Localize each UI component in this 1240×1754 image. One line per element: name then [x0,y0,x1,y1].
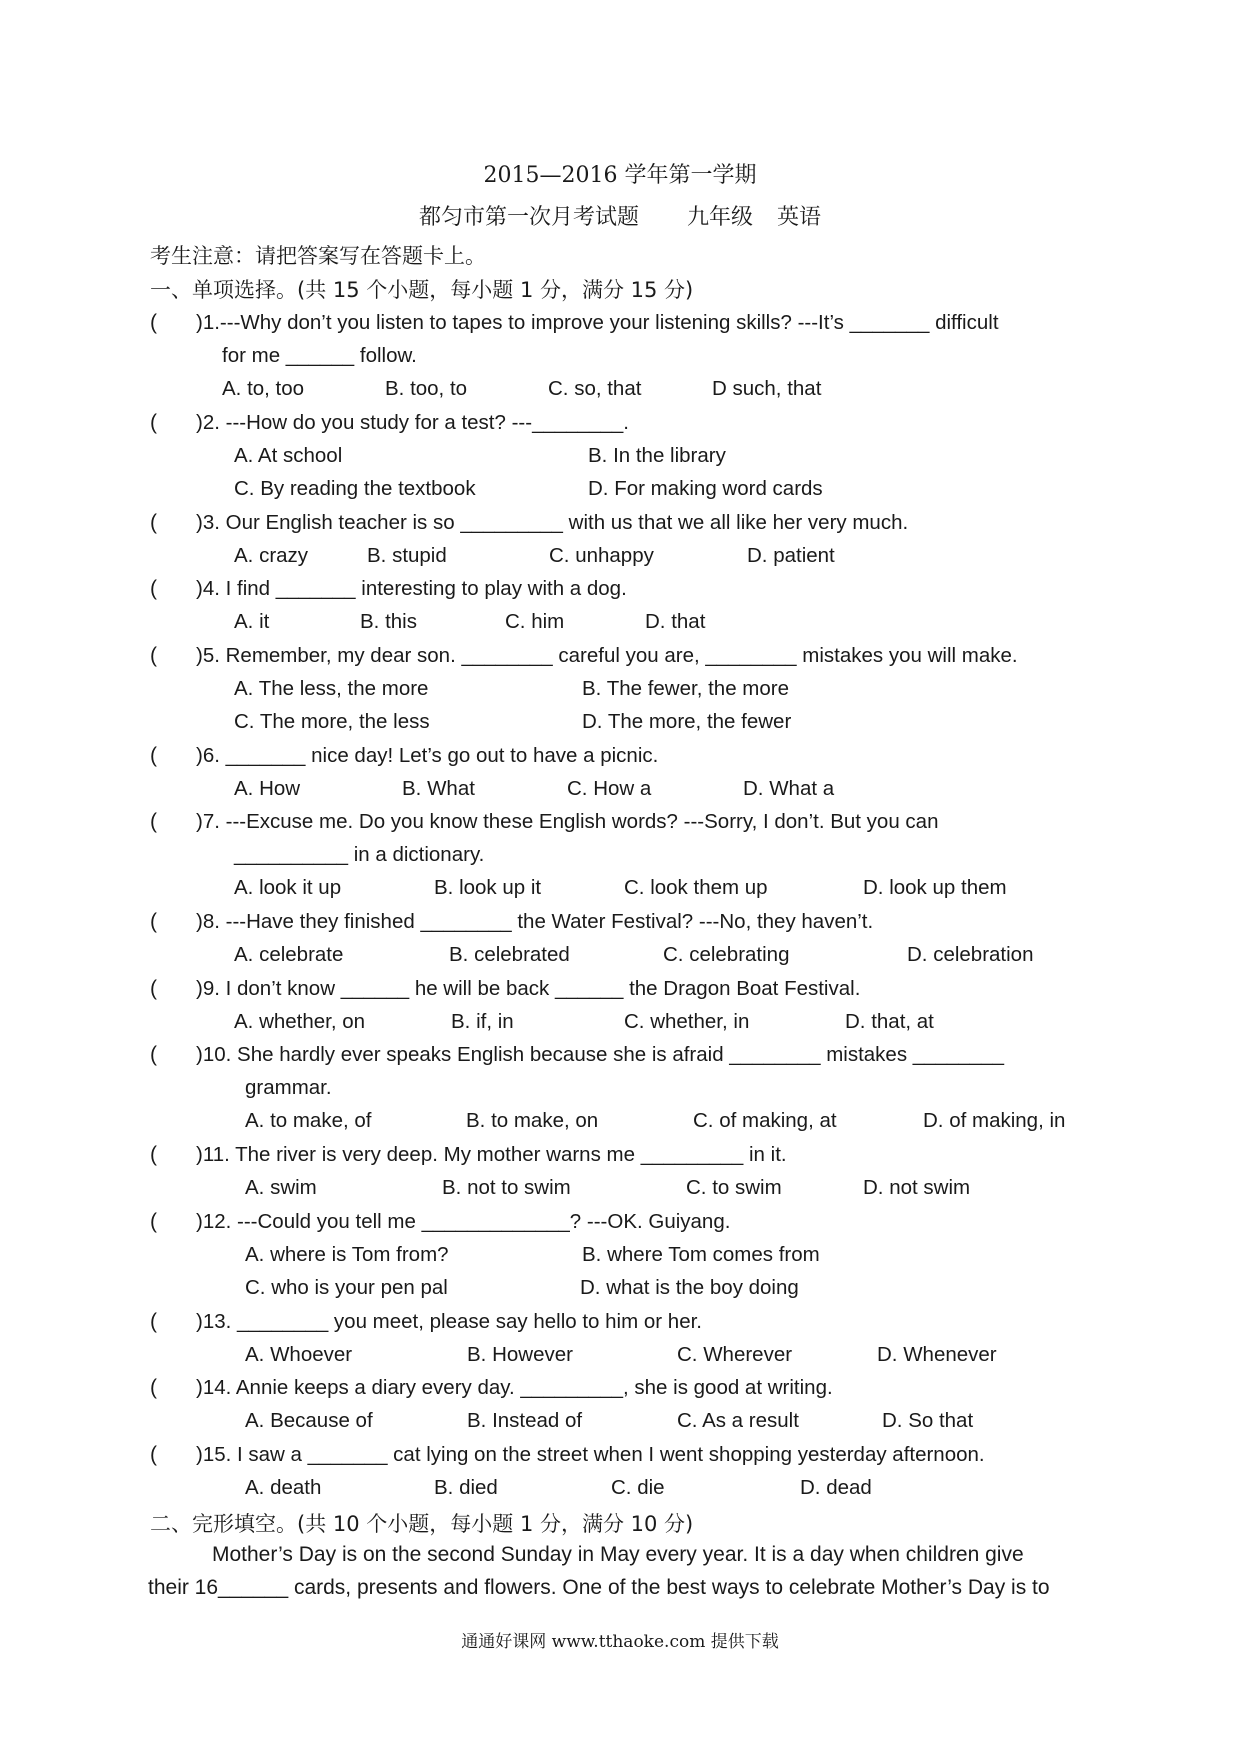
option-b[interactable]: B. to make, on [466,1109,599,1132]
option-d[interactable]: D. What a [743,777,835,800]
option-c[interactable]: C. As a result [677,1409,799,1432]
option-a[interactable]: A. death [245,1476,322,1499]
option-a[interactable]: A. look it up [234,876,342,899]
option-a[interactable]: A. to make, of [245,1109,372,1132]
answer-paren[interactable]: ( [150,977,157,1000]
section2-heading: 二、完形填空。(共 10 个小题，每小题 1 分，满分 10 分) [150,1512,694,1536]
option-b[interactable]: B. celebrated [449,943,570,966]
question-stem: )6. _______ nice day! Let’s go out to have a picnic. [196,744,659,767]
option-a[interactable]: A. where is Tom from? [245,1243,449,1266]
question-stem: )7. ---Excuse me. Do you know these English words? ---Sorry, I don’t. But you can [196,810,939,833]
option-d[interactable]: D. of making, in [923,1109,1066,1132]
option-d[interactable]: D. look up them [863,876,1007,899]
option-a[interactable]: A. At school [234,444,343,467]
question-stem: )8. ---Have they finished ________ the Water Festival? ---No, they haven’t. [196,910,874,933]
option-c[interactable]: C. whether, in [624,1010,750,1033]
section1-heading: 一、单项选择。(共 15 个小题，每小题 1 分，满分 15 分) [150,278,694,302]
question-stem-cont: for me ______ follow. [222,344,417,367]
question-stem: )14. Annie keeps a diary every day. _________, she is good at writing. [196,1376,833,1399]
exam-title-main [0,200,1240,231]
option-c[interactable]: C. celebrating [663,943,790,966]
question-stem: )2. ---How do you study for a test? ---________. [196,411,629,434]
option-a[interactable]: A. How [234,777,301,800]
option-d[interactable]: D. that, at [845,1010,934,1033]
answer-paren[interactable]: ( [150,1210,157,1233]
exam-title-term: 2015—2016 学年第一学期 [483,163,757,188]
option-a[interactable]: A. whether, on [234,1010,366,1033]
option-d[interactable]: D. that [645,610,706,633]
option-c[interactable]: C. of making, at [693,1109,837,1132]
option-b[interactable]: B. What [402,777,475,800]
page-footer: 通通好课网 www.tthaoke.com 提供下载 [461,1632,779,1652]
option-b[interactable]: B. where Tom comes from [582,1243,820,1266]
answer-paren[interactable]: ( [150,1443,157,1466]
question-stem: )3. Our English teacher is so _________ with us that we all like her very much. [196,511,909,534]
option-c[interactable]: C. to swim [686,1176,782,1199]
answer-paren[interactable]: ( [150,1310,157,1333]
option-d[interactable]: D. Whenever [877,1343,997,1366]
option-c[interactable]: C. so, that [548,377,642,400]
option-b[interactable]: B. However [467,1343,573,1366]
option-d[interactable]: D. not swim [863,1176,971,1199]
option-c[interactable]: C. die [611,1476,665,1499]
option-c[interactable]: C. unhappy [549,544,654,567]
option-a[interactable]: A. to, too [222,377,305,400]
option-b[interactable]: B. not to swim [442,1176,571,1199]
question-stem: )4. I find _______ interesting to play with a dog. [196,577,627,600]
option-d[interactable]: D. dead [800,1476,872,1499]
answer-paren[interactable]: ( [150,1043,157,1066]
question-stem: )9. I don’t know ______ he will be back ______ the Dragon Boat Festival. [196,977,861,1000]
answer-paren[interactable]: ( [150,311,157,334]
question-stem: )5. Remember, my dear son. ________ careful you are, ________ mistakes you will make. [196,644,1018,667]
answer-paren[interactable]: ( [150,411,157,434]
exam-title-school: 都匀市第一次月考试题 [418,205,639,230]
option-b[interactable]: B. In the library [588,444,726,467]
option-d[interactable]: D. celebration [907,943,1034,966]
option-c[interactable]: C. The more, the less [234,710,430,733]
exam-notice: 考生注意：请把答案写在答题卡上。 [150,244,486,268]
option-d[interactable]: D. So that [882,1409,974,1432]
option-b[interactable]: B. too, to [385,377,468,400]
option-d[interactable]: D such, that [712,377,822,400]
answer-paren[interactable]: ( [150,810,157,833]
option-a[interactable]: A. crazy [234,544,309,567]
answer-paren[interactable]: ( [150,511,157,534]
option-c[interactable]: C. him [505,610,565,633]
option-a[interactable]: A. The less, the more [234,677,429,700]
question-stem: )11. The river is very deep. My mother warns me _________ in it. [196,1143,787,1166]
answer-paren[interactable]: ( [150,577,157,600]
exam-title-grade: 九年级 [686,205,753,230]
option-d[interactable]: D. The more, the fewer [582,710,792,733]
answer-paren[interactable]: ( [150,910,157,933]
option-a[interactable]: A. swim [245,1176,317,1199]
option-b[interactable]: B. this [360,610,417,633]
option-b[interactable]: B. Instead of [467,1409,583,1432]
option-d[interactable]: D. For making word cards [588,477,823,500]
answer-paren[interactable]: ( [150,644,157,667]
exam-title-subject: 英语 [777,205,822,230]
option-b[interactable]: B. look up it [434,876,542,899]
question-stem-cont: __________ in a dictionary. [234,843,485,866]
answer-paren[interactable]: ( [150,744,157,767]
answer-paren[interactable]: ( [150,1376,157,1399]
option-a[interactable]: A. Whoever [245,1343,353,1366]
option-d[interactable]: D. patient [747,544,835,567]
question-stem: )10. She hardly ever speaks English because she is afraid ________ mistakes ________ [196,1043,1004,1066]
option-c[interactable]: C. who is your pen pal [245,1276,448,1299]
option-b[interactable]: B. if, in [451,1010,514,1033]
option-b[interactable]: B. stupid [367,544,447,567]
option-c[interactable]: C. How a [567,777,652,800]
question-stem: )13. ________ you meet, please say hello to him or her. [196,1310,702,1333]
question-stem: )12. ---Could you tell me _____________? ---OK. Guiyang. [196,1210,731,1233]
passage-line: Mother’s Day is on the second Sunday in May every year. It is a day when children give [212,1543,1024,1566]
option-d[interactable]: D. what is the boy doing [580,1276,799,1299]
question-stem-cont: grammar. [245,1076,332,1099]
passage-line: their 16______ cards, presents and flowers. One of the best ways to celebrate Mother’s Day is to [148,1576,1050,1599]
question-stem: )1.---Why don’t you listen to tapes to improve your listening skills? ---It’s _______ difficult [196,311,999,334]
answer-paren[interactable]: ( [150,1143,157,1166]
question-stem: )15. I saw a _______ cat lying on the street when I went shopping yesterday afternoon. [196,1443,985,1466]
option-a[interactable]: A. Because of [245,1409,373,1432]
option-c[interactable]: C. By reading the textbook [234,477,476,500]
option-c[interactable]: C. Wherever [677,1343,793,1366]
option-b[interactable]: B. The fewer, the more [582,677,790,700]
option-a[interactable]: A. celebrate [234,943,344,966]
option-c[interactable]: C. look them up [624,876,768,899]
option-b[interactable]: B. died [434,1476,498,1499]
option-a[interactable]: A. it [234,610,270,633]
